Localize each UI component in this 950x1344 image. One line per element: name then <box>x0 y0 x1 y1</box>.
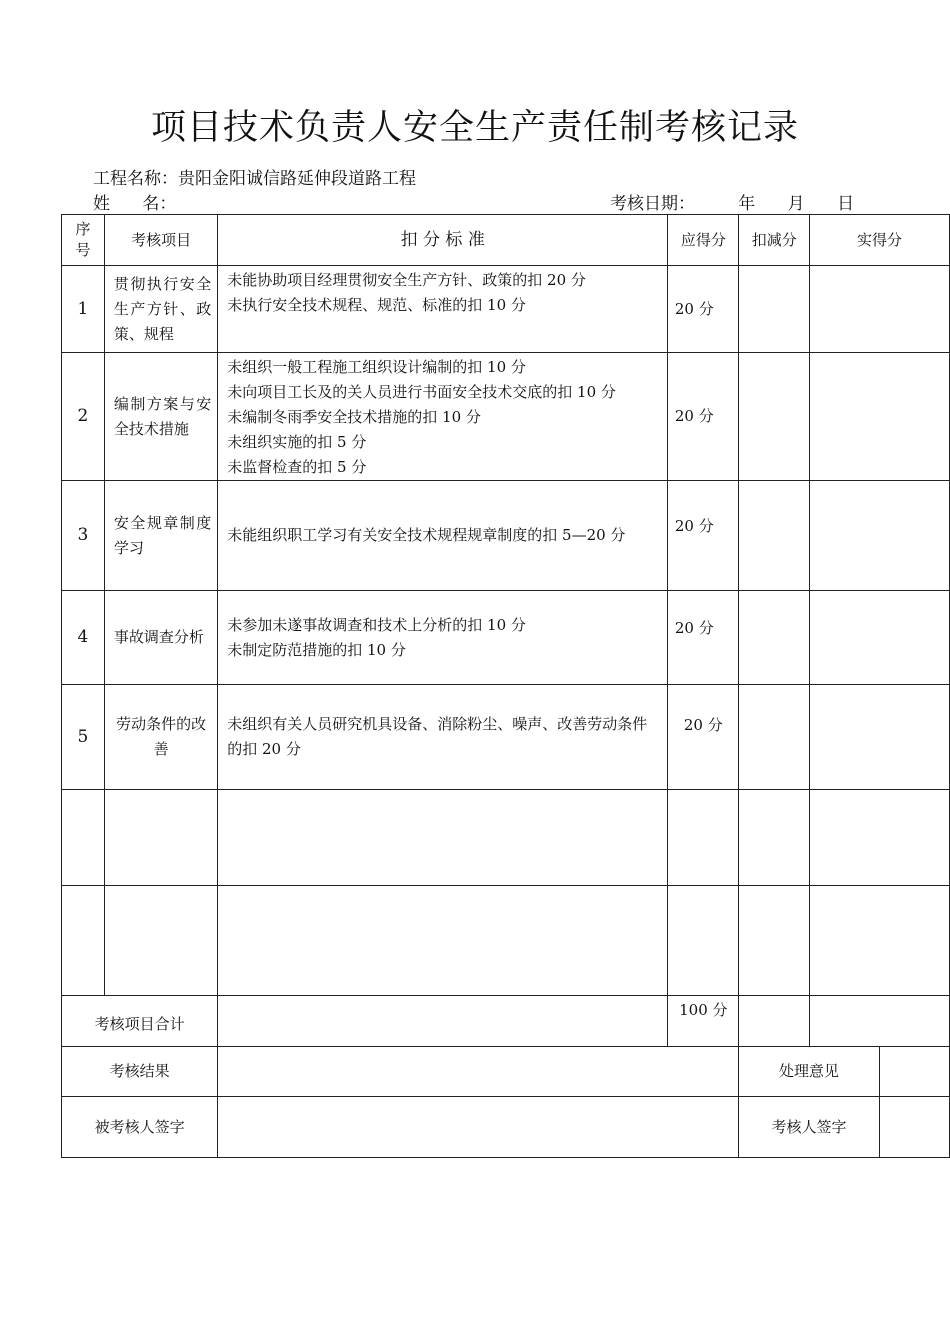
standard-line: 未能组织职工学习有关安全技术规程规章制度的扣 5—20 分 <box>227 526 626 544</box>
opinion-label <box>739 1047 879 1097</box>
result-value <box>218 1047 739 1097</box>
examiner-sign-label: 考核人签字 <box>739 1097 879 1158</box>
row-actual <box>810 266 950 353</box>
row-standards <box>218 685 668 790</box>
standard-line: 未编制冬雨季安全技术措施的扣 10 分 <box>227 408 481 426</box>
header-standard: 扣 分 标 准 <box>218 215 668 266</box>
opinion-value <box>879 1047 950 1097</box>
header-actual: 实得分 <box>810 215 950 266</box>
row-seq: 5 <box>62 685 105 790</box>
empty-cell <box>218 886 668 996</box>
assessment-table <box>61 214 950 1158</box>
row-score: 20 分 <box>668 591 739 685</box>
standard-line: 未能协助项目经理贯彻安全生产方针、政策的扣 20 分 <box>227 271 586 289</box>
empty-cell <box>739 886 810 996</box>
standard-line: 未制定防范措施的扣 10 分 <box>227 640 406 659</box>
row-item: 安全规章制度学习 <box>104 481 217 591</box>
empty-cell <box>668 886 739 996</box>
standard-line: 未监督检查的扣 5 分 <box>227 458 367 476</box>
empty-cell <box>104 886 217 996</box>
row-item: 劳动条件的改善 <box>104 685 217 790</box>
name-label: 姓 名： <box>93 194 177 214</box>
empty-cell <box>668 790 739 886</box>
row-item: 贯彻执行安全生产方针、政策、规程 <box>104 266 217 353</box>
row-score: 20 分 <box>668 685 739 790</box>
examinee-sign-value <box>218 1097 739 1158</box>
total-deduct-cell <box>739 996 810 1047</box>
empty-cell <box>104 790 217 886</box>
opinion-label-text: 处理意见 <box>778 1062 839 1080</box>
date-label: 考核日期： 年 月 日 <box>610 194 855 214</box>
header-row <box>62 215 950 266</box>
row-seq: 4 <box>62 591 105 685</box>
empty-row <box>62 790 950 886</box>
result-label: 考核结果 <box>62 1047 218 1097</box>
total-actual-cell <box>810 996 950 1047</box>
row-deduct <box>739 266 810 353</box>
header-item: 考核项目 <box>104 215 217 266</box>
empty-cell <box>739 790 810 886</box>
standard-line: 未执行安全技术规程、规范、标准的扣 10 分 <box>227 296 526 314</box>
row-standards <box>218 481 668 591</box>
header-due: 应得分 <box>668 215 739 266</box>
row-standards <box>218 266 668 353</box>
standard-line: 未组织一般工程施工组织设计编制的扣 10 分 <box>227 358 526 376</box>
empty-cell <box>810 790 950 886</box>
project-name: 贵阳金阳诚信路延伸段道路工程 <box>178 169 416 189</box>
row-seq: 2 <box>62 353 105 481</box>
empty-cell <box>810 886 950 996</box>
standard-line: 未组织实施的扣 5 分 <box>227 433 367 451</box>
result-row <box>62 1047 950 1097</box>
table-row <box>62 481 950 591</box>
row-deduct <box>739 591 810 685</box>
total-row <box>62 996 950 1047</box>
project-line <box>93 164 416 189</box>
standard-line: 未组织有关人员研究机具设备、消除粉尘、噪声、改善劳动条件的扣 20 分 <box>227 715 648 758</box>
row-deduct <box>739 685 810 790</box>
table-row <box>62 266 950 353</box>
row-standards <box>218 353 668 481</box>
empty-cell <box>218 790 668 886</box>
page-title: 项目技术负责人安全生产责任制考核记录 <box>150 108 799 148</box>
table-row <box>62 353 950 481</box>
standard-line: 未向项目工长及的关人员进行书面安全技术交底的扣 10 分 <box>227 383 616 401</box>
row-score: 20 分 <box>668 353 739 481</box>
total-standard-cell <box>218 996 668 1047</box>
row-actual <box>810 353 950 481</box>
row-actual <box>810 591 950 685</box>
row-deduct <box>739 353 810 481</box>
row-score: 20 分 <box>668 481 739 591</box>
table-row <box>62 591 950 685</box>
row-actual <box>810 481 950 591</box>
row-deduct <box>739 481 810 591</box>
header-seq: 序号 <box>62 215 105 266</box>
row-item: 事故调查分析 <box>104 591 217 685</box>
empty-cell <box>62 790 105 886</box>
examiner-sign-value <box>879 1097 950 1158</box>
table-row <box>62 685 950 790</box>
row-item: 编制方案与安全技术措施 <box>104 353 217 481</box>
row-seq: 3 <box>62 481 105 591</box>
empty-row <box>62 886 950 996</box>
row-seq: 1 <box>62 266 105 353</box>
examinee-sign-label: 被考核人签字 <box>62 1097 218 1158</box>
name-date-line <box>93 189 868 214</box>
sign-row <box>62 1097 950 1158</box>
row-standards <box>218 591 668 685</box>
total-score: 100 分 <box>668 996 739 1047</box>
header-deduct: 扣减分 <box>739 215 810 266</box>
standard-line: 未参加未遂事故调查和技术上分析的扣 10 分 <box>227 615 526 634</box>
row-score: 20 分 <box>668 266 739 353</box>
project-label: 工程名称： <box>93 169 178 189</box>
row-actual <box>810 685 950 790</box>
total-label: 考核项目合计 <box>62 996 218 1047</box>
empty-cell <box>62 886 105 996</box>
